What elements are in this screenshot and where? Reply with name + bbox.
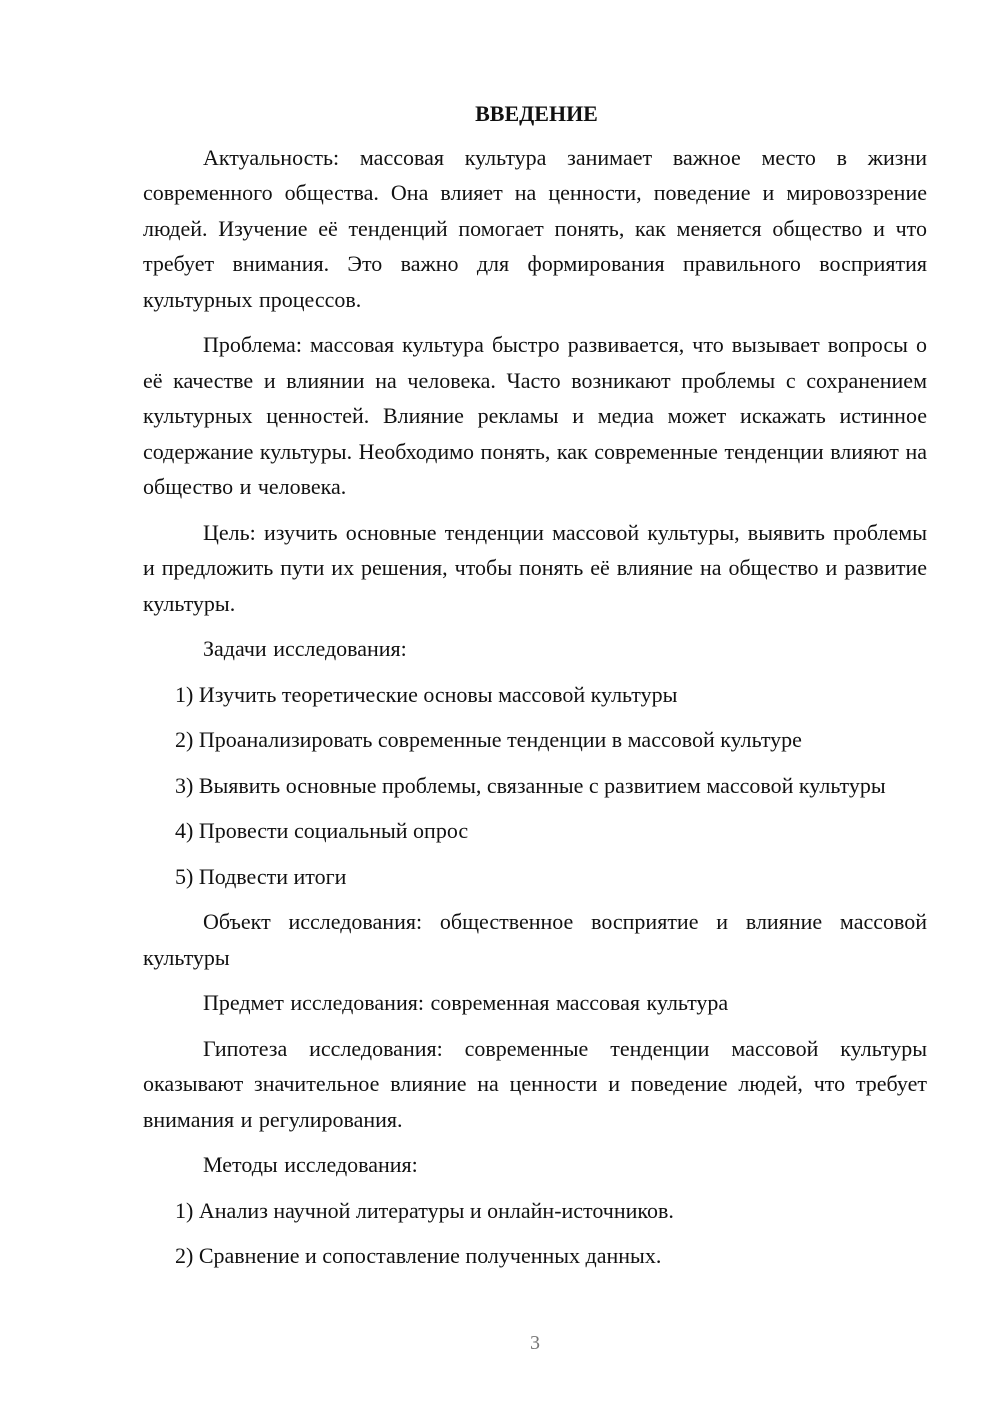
page-content	[143, 96, 927, 1284]
task-item-5: 5) Подвести итоги	[175, 863, 347, 889]
task-item-3: 3) Выявить основные проблемы, связанные с развитием массовой культуры	[175, 772, 886, 798]
page-number: 3	[530, 1332, 540, 1354]
paragraph-relevance: Актуальность: массовая культура занимает важное место в жизни современного общества. Она влияет на ценности, поведение и мировоззрение людей. Изучение её тенденций помогает понять, как меняется общество и что требует внимания. Это важно для формирования правильного восприятия культурных процессов.	[143, 144, 927, 312]
tasks-heading: Задачи исследования:	[203, 636, 407, 661]
paragraph-goal: Цель: изучить основные тенденции массовой культуры, выявить проблемы и предложить пути их решения, чтобы понять её влияние на общество и развитие культуры.	[143, 519, 927, 616]
paragraph-problem: Проблема: массовая культура быстро развивается, что вызывает вопросы о её качестве и влиянии на человека. Часто возникают проблемы с сохранением культурных ценностей. Влияние рекламы и медиа может искажать истинное содержание культуры. Необходимо понять, как современные тенденции влияют на общество и человека.	[143, 332, 927, 499]
method-item-1: 1) Анализ научной литературы и онлайн-источников.	[175, 1197, 674, 1223]
task-item-1: 1) Изучить теоретические основы массовой культуры	[175, 681, 678, 707]
method-item-2: 2) Сравнение и сопоставление полученных данных.	[175, 1243, 662, 1268]
paragraph-hypothesis: Гипотеза исследования: современные тенденции массовой культуры оказывают значительное влияние на ценности и поведение людей, что требует внимания и регулирования.	[143, 1035, 927, 1132]
section-title: ВВЕДЕНИЕ	[475, 101, 598, 126]
paragraph-object: Объект исследования: общественное восприятие и влияние массовой культуры	[143, 909, 927, 970]
task-item-2: 2) Проанализировать современные тенденции в массовой культуре	[175, 727, 802, 752]
methods-heading: Методы исследования:	[203, 1152, 418, 1177]
task-item-4: 4) Провести социальный опрос	[175, 818, 469, 843]
paragraph-subject: Предмет исследования: современная массовая культура	[203, 990, 729, 1015]
